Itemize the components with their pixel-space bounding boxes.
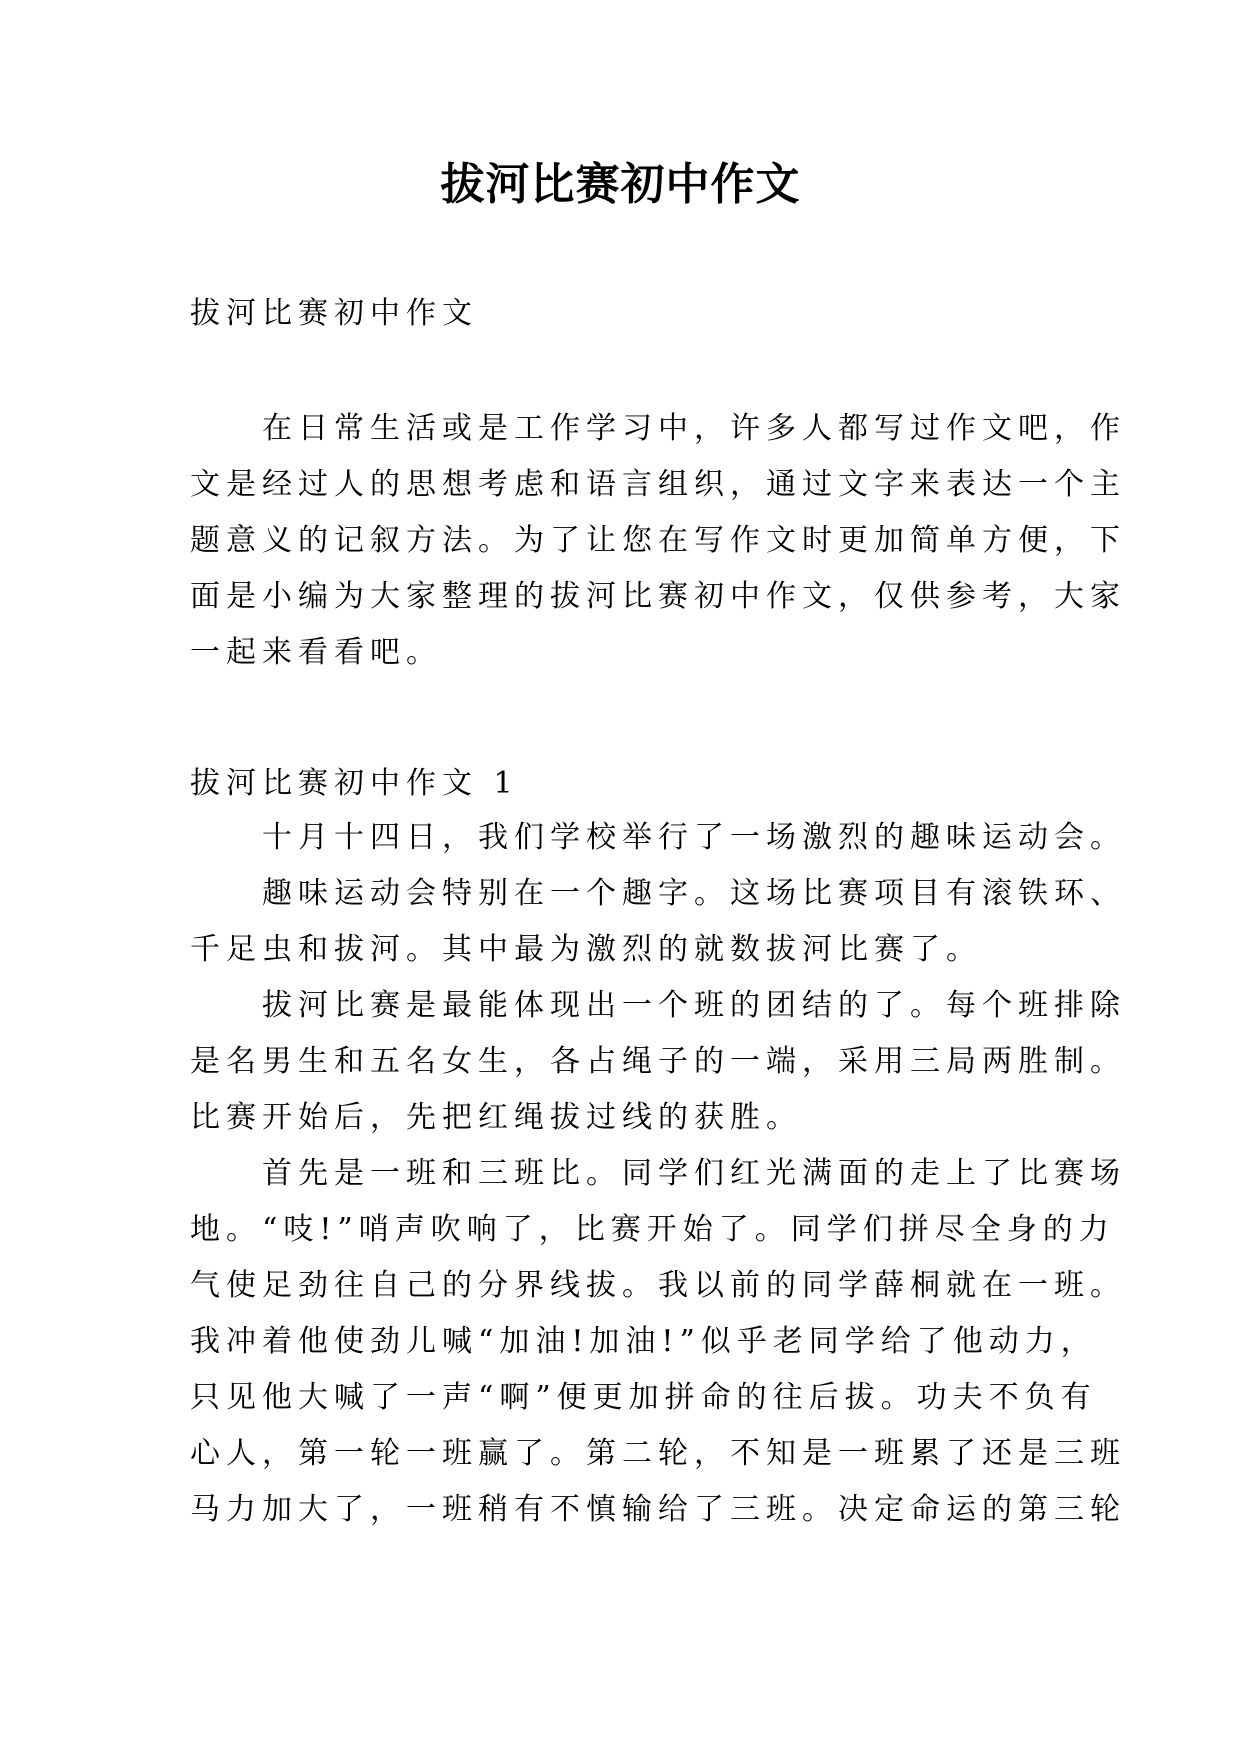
body-line: 比赛开始后，先把红绳拔过线的获胜。 bbox=[190, 1100, 802, 1135]
body-line: 拔河比赛是最能体现出一个班的团结的了。每个班排除 bbox=[190, 988, 1126, 1023]
section-heading: 拔河比赛初中作文 1 bbox=[190, 766, 519, 801]
body-line: 心人，第一轮一班赢了。第二轮，不知是一班累了还是三班 bbox=[190, 1436, 1126, 1471]
body-line: 趣味运动会特别在一个趣字。这场比赛项目有滚铁环、 bbox=[190, 876, 1126, 911]
body-line: 十月十四日，我们学校举行了一场激烈的趣味运动会。 bbox=[190, 820, 1126, 855]
document-subtitle: 拔河比赛初中作文 bbox=[190, 296, 478, 331]
intro-line: 文是经过人的思想考虑和语言组织，通过文字来表达一个主 bbox=[190, 467, 1126, 502]
body-line: 只见他大喊了一声“啊”便更加拼命的往后拔。功夫不负有 bbox=[190, 1380, 1097, 1415]
intro-line: 在日常生活或是工作学习中，许多人都写过作文吧，作 bbox=[190, 411, 1126, 446]
essay-body bbox=[190, 810, 1126, 1538]
body-line: 首先是一班和三班比。同学们红光满面的走上了比赛场 bbox=[190, 1156, 1126, 1191]
body-line: 气使足劲往自己的分界线拔。我以前的同学薛桐就在一班。 bbox=[190, 1268, 1126, 1303]
intro-line: 面是小编为大家整理的拔河比赛初中作文，仅供参考，大家 bbox=[190, 579, 1126, 614]
body-line: 我冲着他使劲儿喊“加油!加油!”似乎老同学给了他动力， bbox=[190, 1324, 1097, 1359]
intro-line: 一起来看看吧。 bbox=[190, 635, 442, 670]
body-line: 地。“吱!”哨声吹响了，比赛开始了。同学们拼尽全身的力 bbox=[190, 1212, 1115, 1247]
body-line: 马力加大了，一班稍有不慎输给了三班。决定命运的第三轮 bbox=[190, 1492, 1126, 1527]
body-line: 千足虫和拔河。其中最为激烈的就数拔河比赛了。 bbox=[190, 932, 982, 967]
document-title: 拔河比赛初中作文 bbox=[440, 159, 801, 210]
body-line: 是名男生和五名女生，各占绳子的一端，采用三局两胜制。 bbox=[190, 1044, 1126, 1079]
intro-paragraph bbox=[190, 401, 1126, 681]
intro-line: 题意义的记叙方法。为了让您在写作文时更加简单方便，下 bbox=[190, 523, 1126, 558]
